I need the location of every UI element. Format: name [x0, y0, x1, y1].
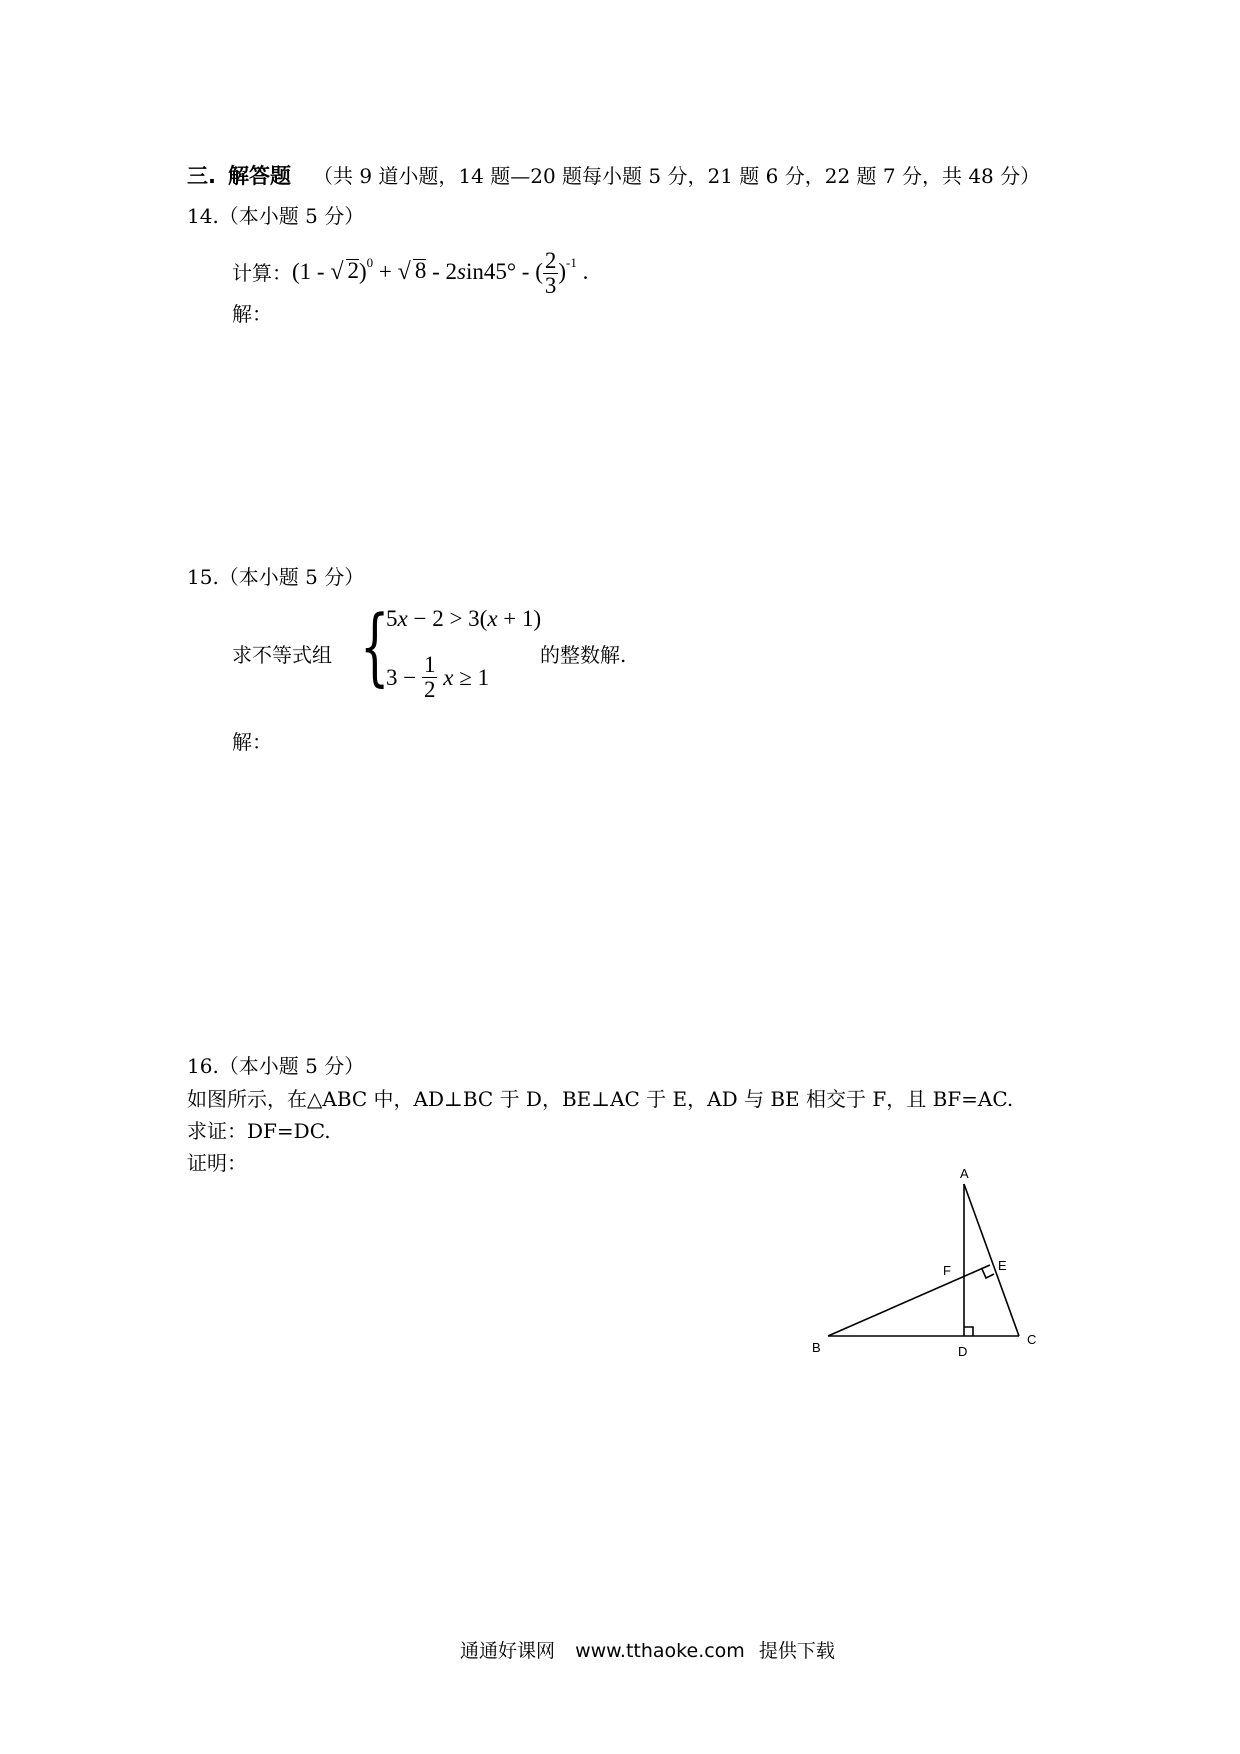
- q15-header: 15.（本小题 5 分）: [187, 565, 365, 589]
- footer-site-name: 通通好课网: [460, 1640, 556, 1662]
- triangle-figure: [800, 1160, 1060, 1360]
- inequality-2: 3 − $\frac{1}{2}$ x ≥ 1: [386, 652, 490, 702]
- inequality-1: 5x − 2 > 3(x + 1): [386, 606, 542, 631]
- q16-to-prove: 求证：DF=DC.: [187, 1119, 331, 1143]
- label-e: E: [998, 1258, 1007, 1273]
- section-title: 解答题: [227, 164, 291, 188]
- q16-proof-label: 证明：: [187, 1151, 247, 1175]
- q15-answer-label: 解：: [232, 730, 272, 754]
- section-header: [187, 164, 1040, 188]
- label-d: D: [958, 1344, 968, 1359]
- label-b: B: [812, 1340, 821, 1355]
- q14-header: 14.（本小题 5 分）: [187, 204, 365, 228]
- q14-formula: (1 - √ 2)$^0$ + √ 8 - 2sin45° - ( $\frac{2}{3}$ )$^{-1}$ .: [292, 247, 589, 298]
- segment-be: [828, 1265, 990, 1336]
- q15-prompt: 求不等式组: [232, 643, 332, 667]
- right-angle-e: [982, 1269, 994, 1278]
- footer-suffix: 提供下载: [758, 1640, 835, 1662]
- footer: [460, 1636, 835, 1663]
- right-angle-d: [964, 1327, 973, 1336]
- side-ac: [964, 1184, 1019, 1336]
- q16-statement: 如图所示，在△ABC 中，AD⊥BC 于 D，BE⊥AC 于 E，AD 与 BE 相交于 F，且 BF=AC.: [187, 1087, 1014, 1111]
- section-number: 三.: [187, 164, 216, 188]
- q15-suffix: 的整数解.: [540, 643, 627, 667]
- label-f: F: [943, 1263, 951, 1278]
- q14-expression: [232, 248, 588, 298]
- q14-prompt: 计算：: [232, 261, 292, 285]
- label-c: C: [1027, 1332, 1037, 1347]
- system-brace: {: [360, 597, 390, 695]
- q16-header: 16.（本小题 5 分）: [187, 1054, 365, 1078]
- footer-url[interactable]: www.tthaoke.com: [575, 1640, 745, 1662]
- section-note: （共 9 道小题，14 题—20 题每小题 5 分，21 题 6 分，22 题 7 分，共 48 分）: [312, 164, 1041, 188]
- label-a: A: [960, 1166, 969, 1181]
- q14-answer-label: 解：: [232, 302, 272, 326]
